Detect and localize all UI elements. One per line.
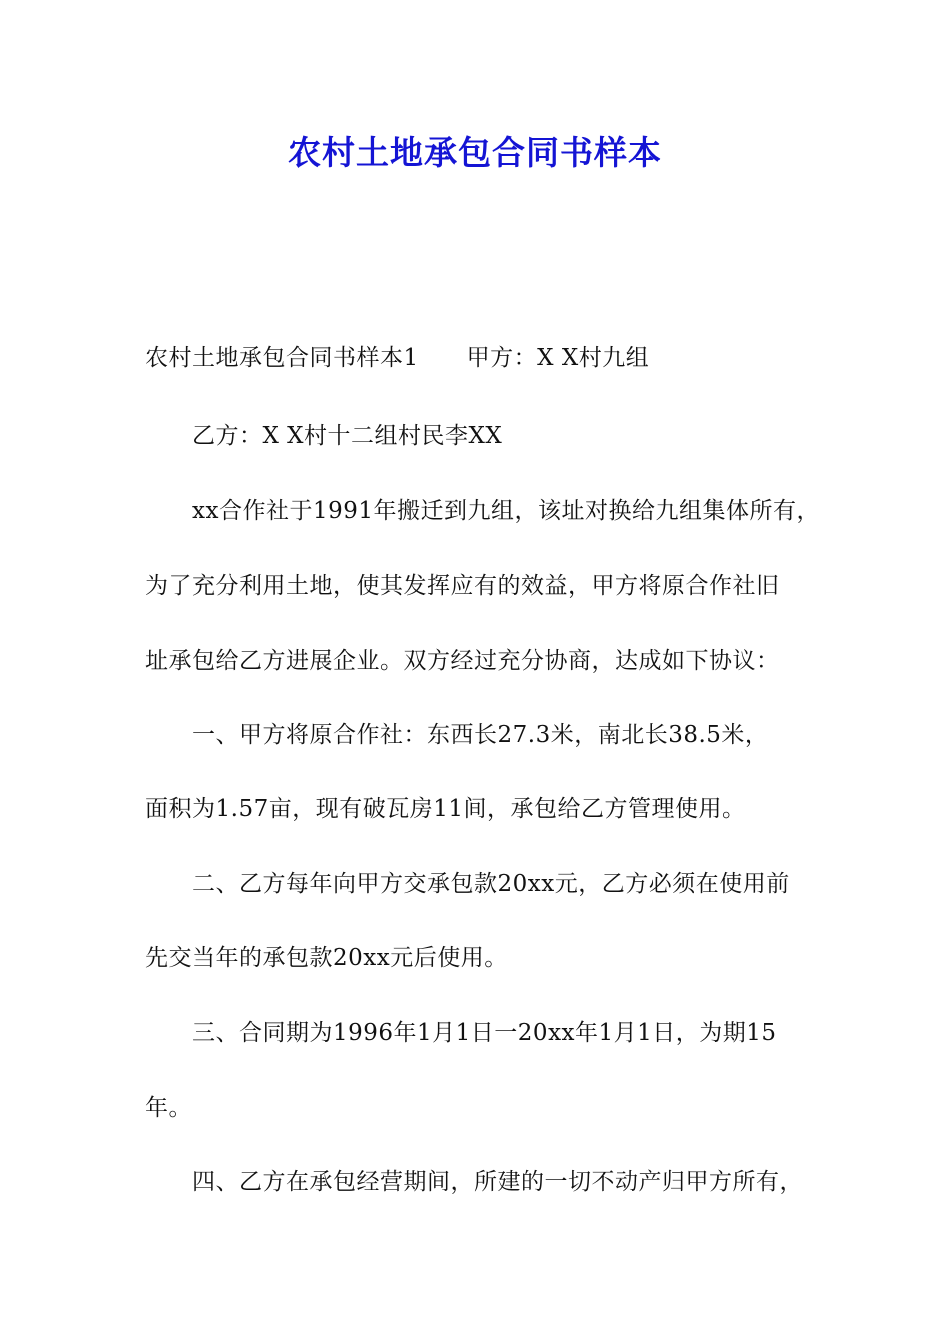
document-title: 农村土地承包合同书样本 <box>288 133 662 172</box>
party-a: 甲方：X X村九组 <box>466 345 650 371</box>
clause-1-line: 面积为1.57亩，现有破瓦房11间，承包给乙方管理使用。 <box>145 796 746 822</box>
clause-1-line: 一、甲方将原合作社：东西长27.3米，南北长38.5米， <box>192 722 769 748</box>
clause-3-line: 年。 <box>145 1095 192 1121</box>
clause-4-line: 四、乙方在承包经营期间，所建的一切不动产归甲方所有， <box>192 1169 803 1195</box>
paragraph-line: xx合作社于1991年搬迁到九组，该址对换给九组集体所有， <box>192 498 820 524</box>
clause-2-line: 二、乙方每年向甲方交承包款20xx元，乙方必须在使用前 <box>192 871 790 897</box>
party-b: 乙方：X X村十二组村民李XX <box>192 423 503 449</box>
paragraph-line: 为了充分利用土地，使其发挥应有的效益，甲方将原合作社旧 <box>145 573 780 599</box>
paragraph-line: 址承包给乙方进展企业。双方经过充分协商，达成如下协议： <box>145 648 780 674</box>
contract-header-line <box>145 343 649 373</box>
contract-subtitle: 农村土地承包合同书样本1 <box>145 345 419 371</box>
clause-2-line: 先交当年的承包款20xx元后使用。 <box>145 945 508 971</box>
clause-3-line: 三、合同期为1996年1月1日一20xx年1月1日，为期15 <box>192 1020 777 1046</box>
